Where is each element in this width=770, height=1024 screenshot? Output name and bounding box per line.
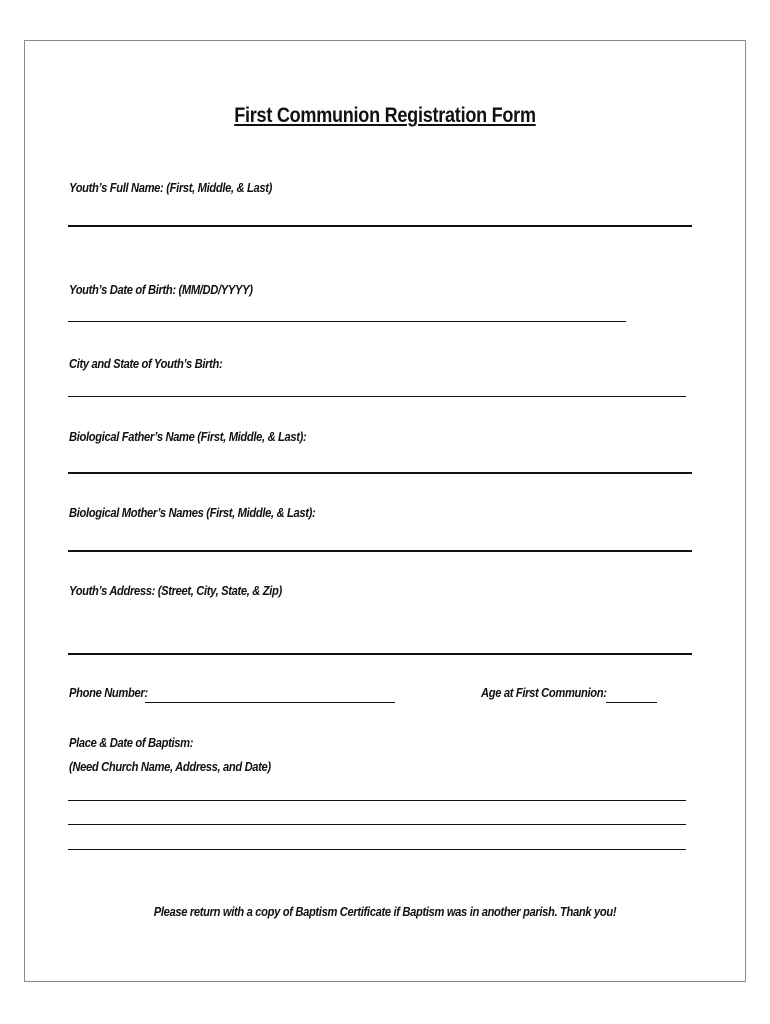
baptism-line-1[interactable]: [68, 800, 686, 801]
birth-place-label: City and State of Youth’s Birth:: [69, 356, 223, 371]
age-line[interactable]: [606, 702, 657, 703]
dob-label: Youth’s Date of Birth: (MM/DD/YYYY): [69, 282, 253, 297]
phone-line[interactable]: [145, 702, 395, 703]
baptism-line-2[interactable]: [68, 824, 686, 825]
phone-label: Phone Number:: [69, 685, 148, 700]
mother-name-line[interactable]: [68, 550, 692, 552]
father-name-label: Biological Father’s Name (First, Middle, & Last):: [69, 429, 307, 444]
baptism-label: Place & Date of Baptism:: [69, 735, 194, 750]
dob-line[interactable]: [68, 321, 626, 322]
age-label: Age at First Communion:: [481, 685, 607, 700]
form-title: First Communion Registration Form: [234, 104, 536, 127]
address-label: Youth’s Address: (Street, City, State, & Zip): [69, 583, 282, 598]
address-line[interactable]: [68, 653, 692, 655]
mother-name-label: Biological Mother’s Names (First, Middle, & Last):: [69, 505, 316, 520]
full-name-line[interactable]: [68, 225, 692, 227]
return-note: Please return with a copy of Baptism Certificate if Baptism was in another parish. Thank you!: [153, 904, 617, 919]
father-name-line[interactable]: [68, 472, 692, 474]
full-name-label: Youth’s Full Name: (First, Middle, & Last): [69, 180, 272, 195]
birth-place-line[interactable]: [68, 396, 686, 397]
baptism-note: (Need Church Name, Address, and Date): [69, 759, 271, 774]
baptism-line-3[interactable]: [68, 849, 686, 850]
